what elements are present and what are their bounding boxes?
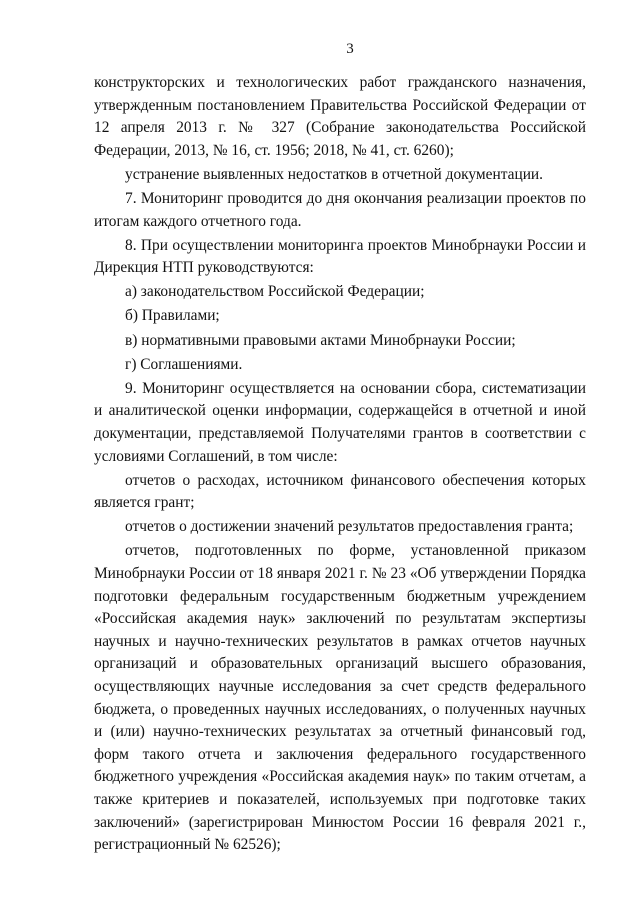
paragraph-continuation: конструкторских и технологических работ гражданского назначения, утвержденным постановлением Правительства Российской Федерации от 12 апреля 2013 г. № 327 (Собрание законодательства Российской Федерации, 2013, № 16, ст. 1956; 2018, № 41, ст. 6260); (94, 74, 586, 159)
paragraph-elimination: устранение выявленных недостатков в отчетной документации. (125, 165, 544, 183)
list-item-v: в) нормативными правовыми актами Минобрнауки России; (125, 331, 516, 349)
paragraph-results-reports: отчетов о достижении значений результатов предоставления гранта; (125, 518, 574, 536)
paragraph-form-reports: отчетов, подготовленных по форме, установленной приказом Минобрнауки России от 18 января 2021 г. № 23 «Об утверждении Порядка подготовки федеральным государственным бюджетным учреждением «Российская академия наук» заключений по результатам экспертизы научных и научно-технических результатов в рамках отчетов научных организаций и образовательных организаций высшего образования, осуществляющих научные исследования за счет средств федерального бюджета, о проведенных научных исследованиях, о полученных научных и (или) научно-технических результатах за отчетный финансовый год, форм такого отчета и заключения федерального государственного бюджетного учреждения «Российская академия наук» по таким отчетам, а также критериев и показателей, используемых при подготовке таких заключений» (зарегистрирован Минюстом России 16 февраля 2021 г., регистрационный № 62526); (94, 542, 586, 854)
paragraph-item-9: 9. Мониторинг осуществляется на основании сбора, систематизации и аналитической оценки информации, содержащейся в отчетной и иной документации, представляемой Получателями грантов в соответствии с условиями Соглашений, в том числе: (94, 379, 586, 465)
document-body (94, 72, 586, 857)
list-item-a: а) законодательством Российской Федерации; (125, 283, 425, 301)
paragraph-expense-reports: отчетов о расходах, источником финансового обеспечения которых является грант; (94, 471, 586, 512)
paragraph-item-7: 7. Мониторинг проводится до дня окончания реализации проектов по итогам каждого отчетного года. (94, 189, 586, 230)
list-item-g: г) Соглашениями. (125, 355, 243, 373)
list-item-b: б) Правилами; (125, 307, 220, 325)
paragraph-item-8: 8. При осуществлении мониторинга проектов Минобрнауки России и Дирекция НТП руководствуются: (94, 236, 586, 277)
page-number: 3 (346, 41, 354, 57)
